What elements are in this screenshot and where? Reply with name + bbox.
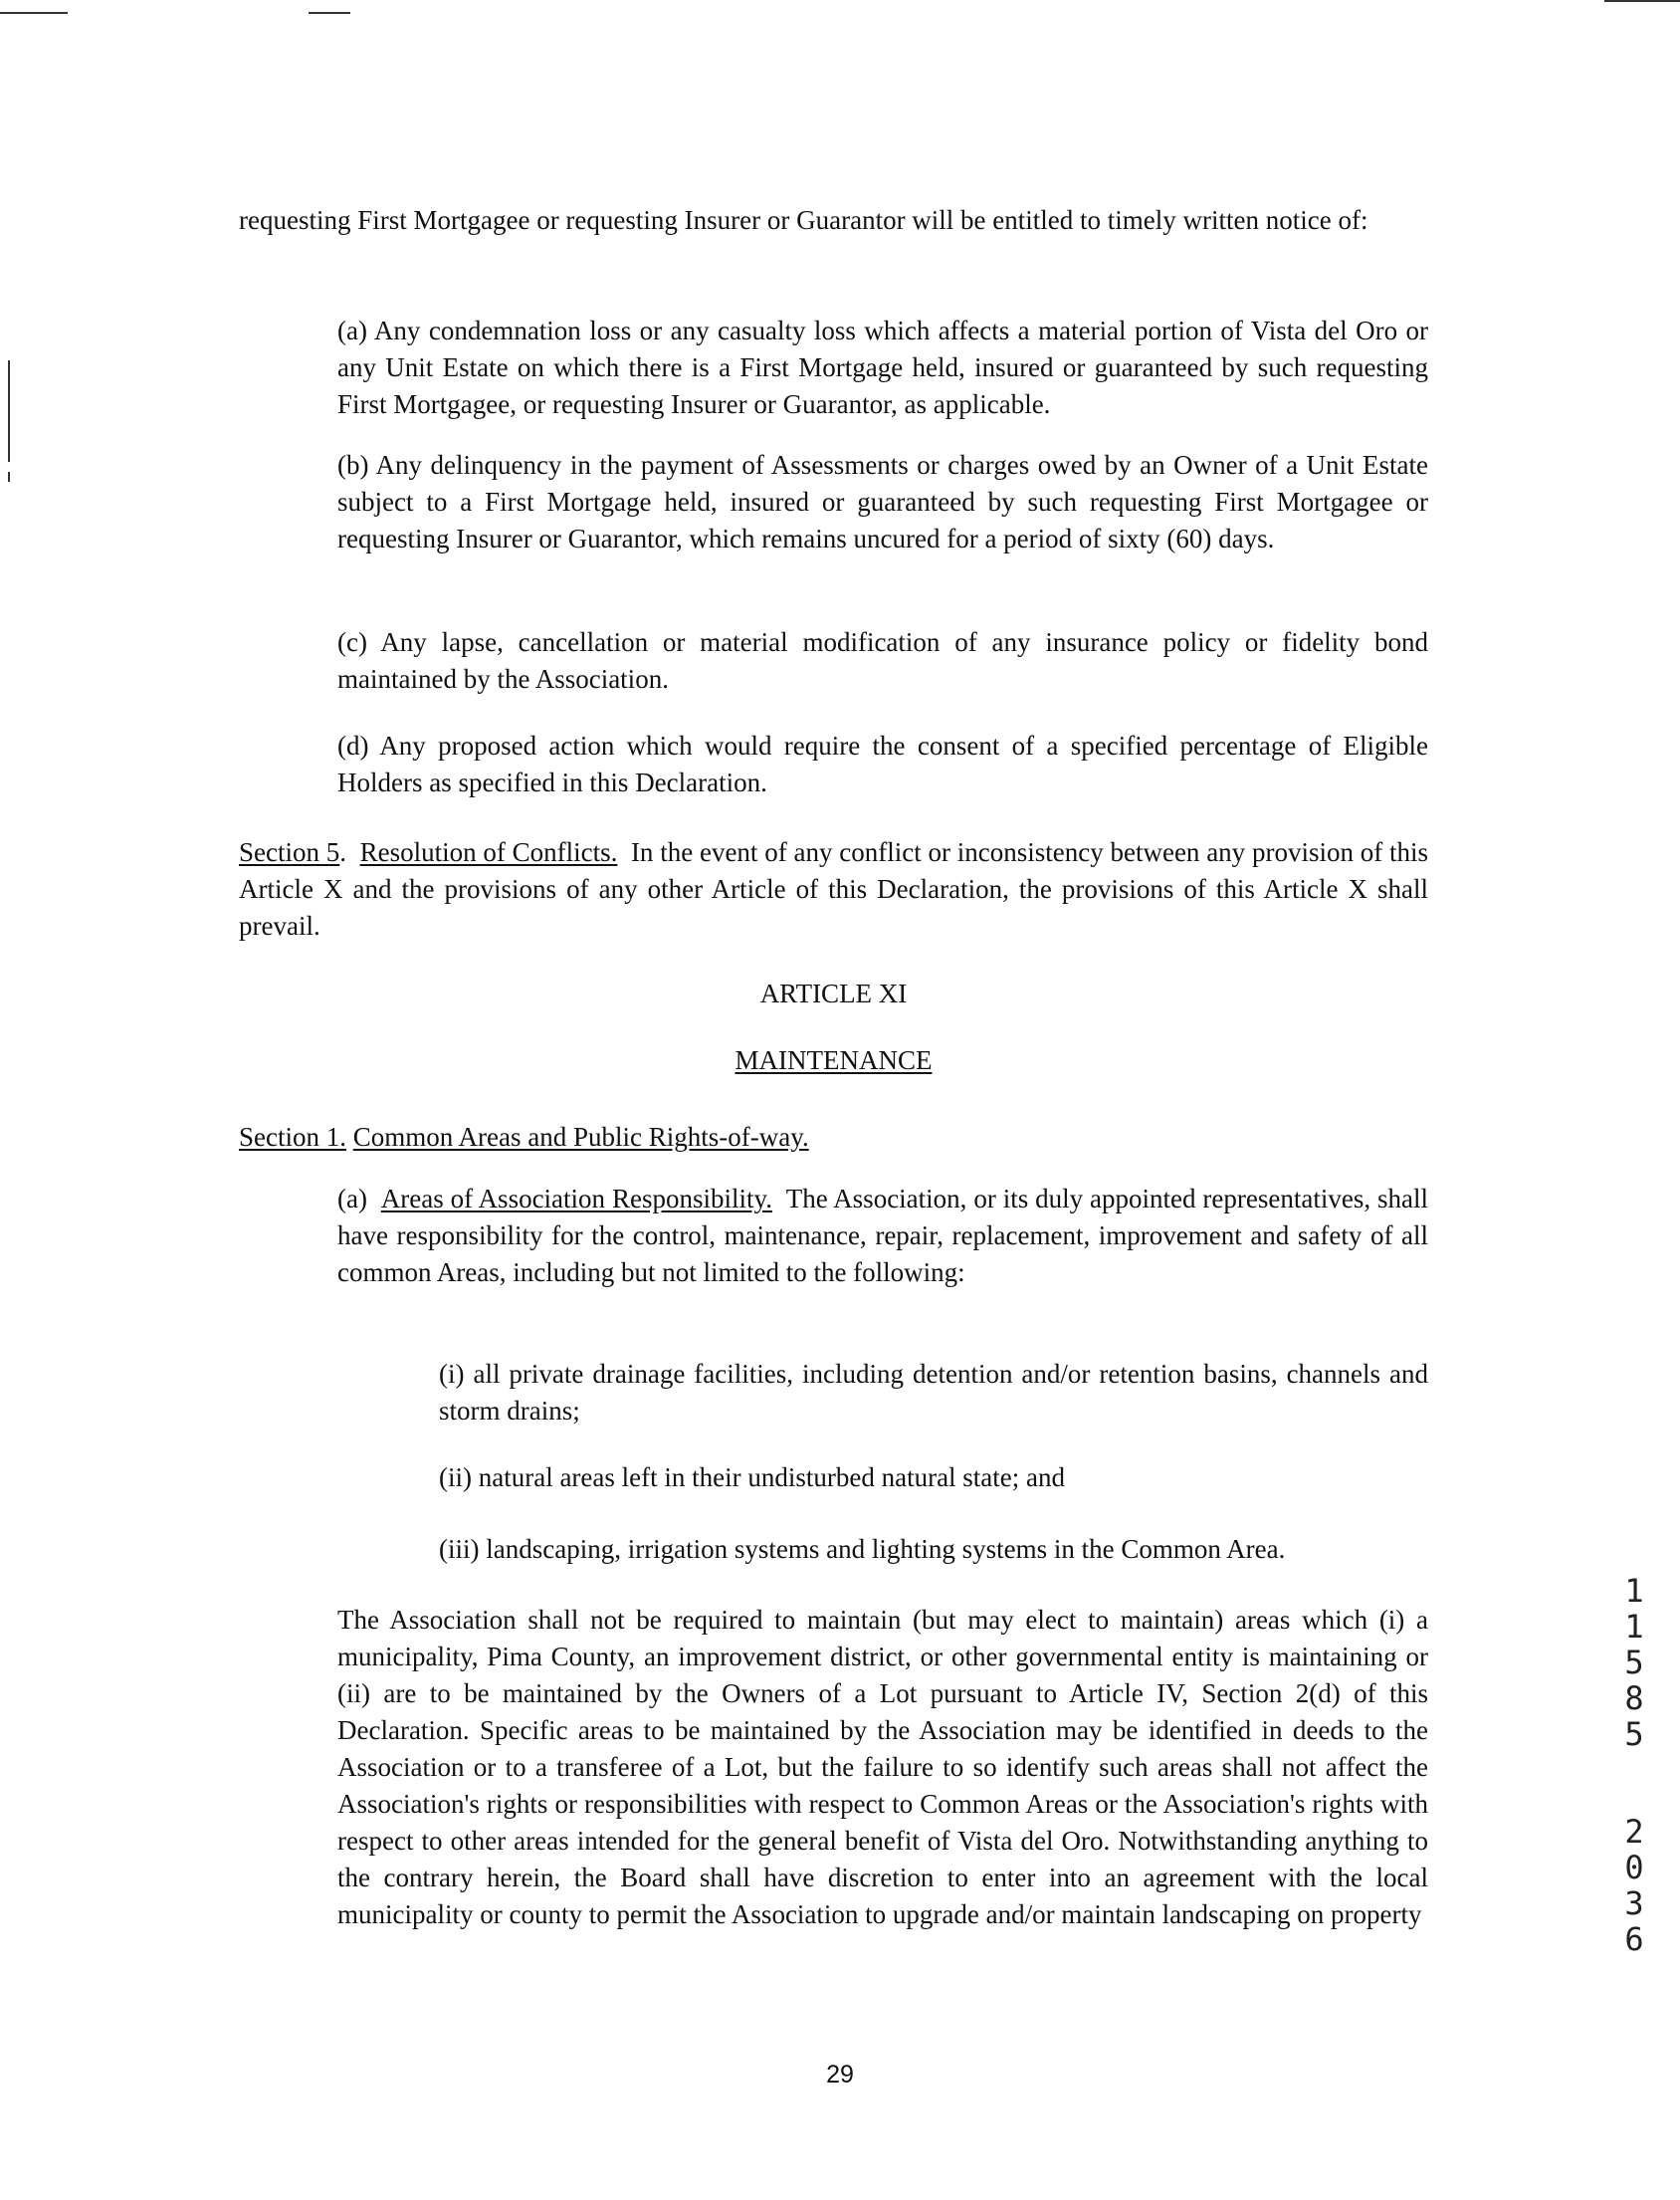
stamp-digit: 5 xyxy=(1624,1644,1644,1681)
sub-item-iii: (iii) landscaping, irrigation systems and lighting systems in the Common Area. xyxy=(439,1534,1286,1564)
stamp-digit: 0 xyxy=(1624,1849,1644,1886)
closing-paragraph: The Association shall not be required to maintain (but may elect to maintain) areas which (i) a municipality, Pima County, an improvement district, or other governmental entity is maintaining or (ii) are to be maintained by the Owners of a Lot pursuant to Article IV, Section 2(d) of this Declaration. Specific areas to be maintained by the Association may be identified in deeds to the Association or to a transferee of a Lot, but the failure to so identify such areas shall not affect the Association's rights or responsibilities with respect to Common Areas or the Association's rights with respect to other areas intended for the general benefit of Vista del Oro. Notwithstanding anything to the contrary herein, the Board shall have discretion to enter into an agreement with the local municipality or county to permit the Association to upgrade and/or maintain landscaping on property xyxy=(337,1605,1428,1929)
article-title xyxy=(239,1045,1428,1076)
responsibility-paragraph xyxy=(337,1181,1428,1291)
scan-edge-mark xyxy=(0,12,68,14)
article-heading: ARTICLE XI xyxy=(759,979,908,1008)
stamp-digit: 3 xyxy=(1624,1884,1644,1922)
section-5-label: Section 5 xyxy=(239,837,340,867)
recording-page-stamp xyxy=(1617,1814,1651,1957)
recording-book-stamp xyxy=(1617,1573,1651,1752)
notice-item-b: (b) Any delinquency in the payment of Assessments or charges owed by an Owner of a Unit Estate subject to a First Mortgage held, insured or guaranteed by such requesting First Mortgagee or requesting Insurer or Guarantor, which remains uncured for a period of sixty (60) days. xyxy=(337,450,1428,553)
notice-item-d: (d) Any proposed action which would require the consent of a specified percentage of Eligible Holders as specified in this Declaration. xyxy=(337,731,1428,797)
revision-bar xyxy=(8,360,10,462)
section-5-paragraph: Section 5. Resolution of Conflicts. In the event of any conflict or inconsistency between any provision of this Article X and the provisions of any other Article of this Declaration, the provisions of this Article X shall prevail. xyxy=(239,837,1429,941)
section-1-title: Common Areas and Public Rights-of-way. xyxy=(352,1122,809,1152)
stamp-digit: 2 xyxy=(1624,1813,1644,1851)
section-1-heading xyxy=(239,1119,1428,1156)
notice-item-c: (c) Any lapse, cancellation or material modification of any insurance policy or fidelity bond maintained by the Association. xyxy=(337,627,1428,694)
stamp-digit: 6 xyxy=(1624,1920,1644,1958)
sub-item-ii: (ii) natural areas left in their undisturbed natural state; and xyxy=(439,1462,1066,1492)
responsibility-label: (a) xyxy=(337,1184,367,1213)
stamp-digit: 5 xyxy=(1624,1715,1644,1753)
scan-edge-mark xyxy=(309,12,350,14)
section-5-title: Resolution of Conflicts. xyxy=(359,837,618,867)
responsibility-title: Areas of Association Responsibility. xyxy=(380,1184,772,1213)
stamp-digit: 1 xyxy=(1624,1608,1644,1646)
scan-edge-mark xyxy=(1604,0,1680,2)
responsibility-body: The Association, or its duly appointed representatives, shall have responsibility for the control, maintenance, repair, replacement, improvement and safety of all common Areas, including but not limited to the following: xyxy=(337,1184,1428,1287)
notice-item-a: (a) Any condemnation loss or any casualty loss which affects a material portion of Vista del Oro or any Unit Estate on which there is a First Mortgage held, insured or guaranteed by such requesting First Mortgagee, or requesting Insurer or Guarantor, as applicable. xyxy=(337,316,1428,419)
section-1-label: Section 1. xyxy=(239,1122,346,1152)
revision-bar xyxy=(8,472,10,482)
page-number: 29 xyxy=(826,2061,854,2089)
stamp-digit: 8 xyxy=(1624,1679,1644,1717)
section-5-body: In the event of any conflict or inconsistency between any provision of this Article X and the provisions of any other Article of this Declaration, the provisions of this Article X shall prevail. xyxy=(239,837,1429,941)
intro-paragraph: requesting First Mortgagee or requesting Insurer or Guarantor will be entitled to timely written notice of: xyxy=(239,205,1368,235)
article-title-text: MAINTENANCE xyxy=(735,1045,933,1075)
sub-item-i: (i) all private drainage facilities, including detention and/or retention basins, channels and storm drains; xyxy=(439,1359,1428,1426)
stamp-digit: 1 xyxy=(1624,1572,1644,1610)
